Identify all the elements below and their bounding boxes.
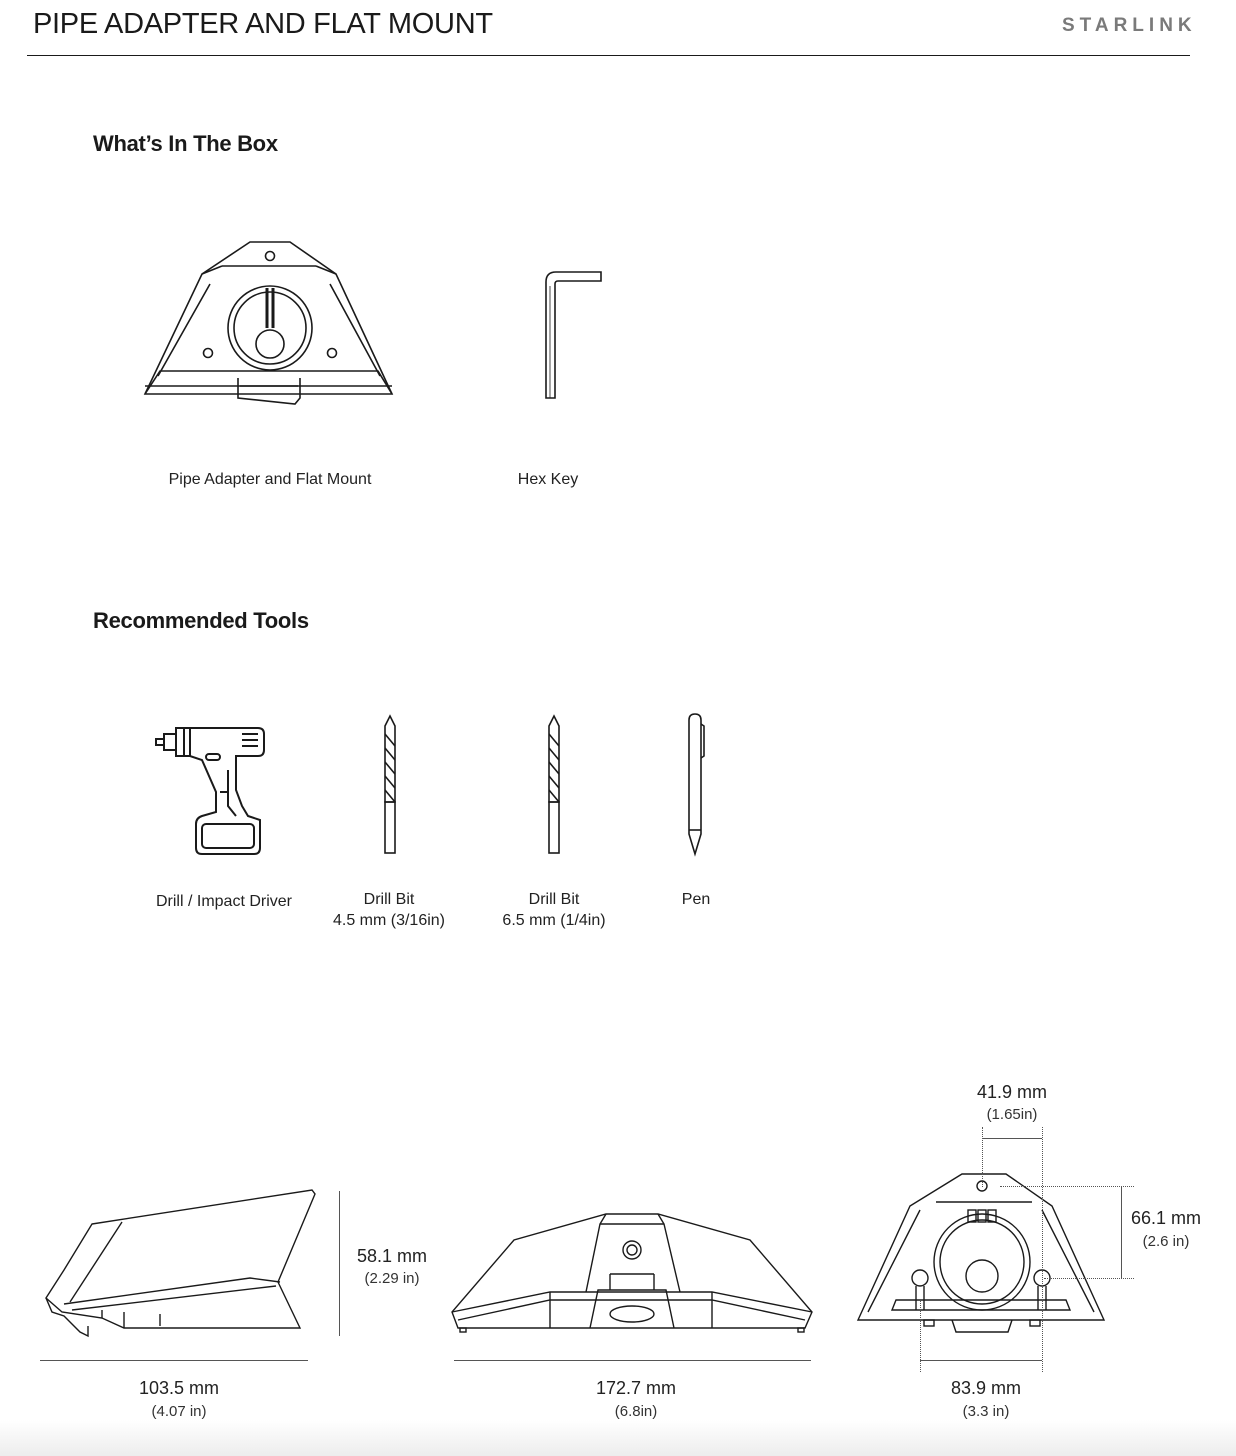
top-width-in: (3.3 in) bbox=[962, 1403, 1010, 1420]
tool-sub-drill-bit-large: 6.5 mm (1/4in) bbox=[502, 912, 606, 929]
top-height-mm: 66.1 mm bbox=[1130, 1208, 1202, 1228]
drill-bit-illustration bbox=[380, 714, 400, 856]
tool-sub-drill-bit-small: 4.5 mm (3/16in) bbox=[332, 912, 446, 929]
top-hole-spacing-extension-right bbox=[1042, 1127, 1043, 1372]
top-width-extension-left bbox=[920, 1300, 921, 1372]
side-view-illustration bbox=[40, 1186, 320, 1346]
tools-heading: Recommended Tools bbox=[93, 608, 309, 633]
side-height-mm: 58.1 mm bbox=[356, 1246, 428, 1266]
side-height-in: (2.29 in) bbox=[364, 1270, 420, 1287]
top-view-illustration bbox=[856, 1170, 1112, 1336]
top-hole-spacing-extension-left bbox=[982, 1127, 983, 1187]
front-width-in: (6.8in) bbox=[614, 1403, 658, 1420]
in-box-heading: What’s In The Box bbox=[93, 131, 278, 156]
tool-label-drill: Drill / Impact Driver bbox=[155, 893, 292, 910]
tool-label-drill-bit-small: Drill Bit bbox=[363, 891, 415, 908]
hex-key-illustration bbox=[538, 266, 608, 406]
top-height-extension-bottom bbox=[1044, 1278, 1134, 1279]
top-hole-spacing-in: (1.65in) bbox=[986, 1106, 1038, 1123]
tool-label-drill-bit-large: Drill Bit bbox=[528, 891, 580, 908]
top-hole-spacing-dimension-line bbox=[982, 1138, 1042, 1139]
front-view-illustration bbox=[450, 1210, 814, 1336]
brand-logo: STARLINK bbox=[1062, 15, 1197, 36]
side-width-mm: 103.5 mm bbox=[138, 1378, 220, 1398]
tool-label-pen: Pen bbox=[681, 891, 711, 908]
pen-illustration bbox=[684, 712, 708, 858]
top-height-dimension-line bbox=[1121, 1186, 1122, 1278]
document-title: PIPE ADAPTER AND FLAT MOUNT bbox=[33, 8, 493, 40]
pipe-adapter-illustration bbox=[140, 236, 400, 411]
top-width-dimension-line bbox=[920, 1360, 1042, 1361]
side-width-dimension-line bbox=[40, 1360, 308, 1361]
side-height-dimension-line bbox=[339, 1191, 340, 1336]
front-width-mm: 172.7 mm bbox=[595, 1378, 677, 1398]
header-divider bbox=[27, 55, 1190, 56]
side-width-in: (4.07 in) bbox=[151, 1403, 207, 1420]
top-width-mm: 83.9 mm bbox=[950, 1378, 1022, 1398]
drill-bit-illustration bbox=[544, 714, 564, 856]
top-height-in: (2.6 in) bbox=[1142, 1233, 1190, 1250]
drill-illustration bbox=[150, 720, 275, 860]
in-box-label-hex-key: Hex Key bbox=[517, 471, 579, 488]
in-box-label-pipe-adapter: Pipe Adapter and Flat Mount bbox=[168, 471, 372, 488]
page-bottom-edge bbox=[0, 1420, 1236, 1456]
top-height-extension-top bbox=[1000, 1186, 1134, 1187]
front-width-dimension-line bbox=[454, 1360, 811, 1361]
top-hole-spacing-mm: 41.9 mm bbox=[976, 1082, 1048, 1102]
